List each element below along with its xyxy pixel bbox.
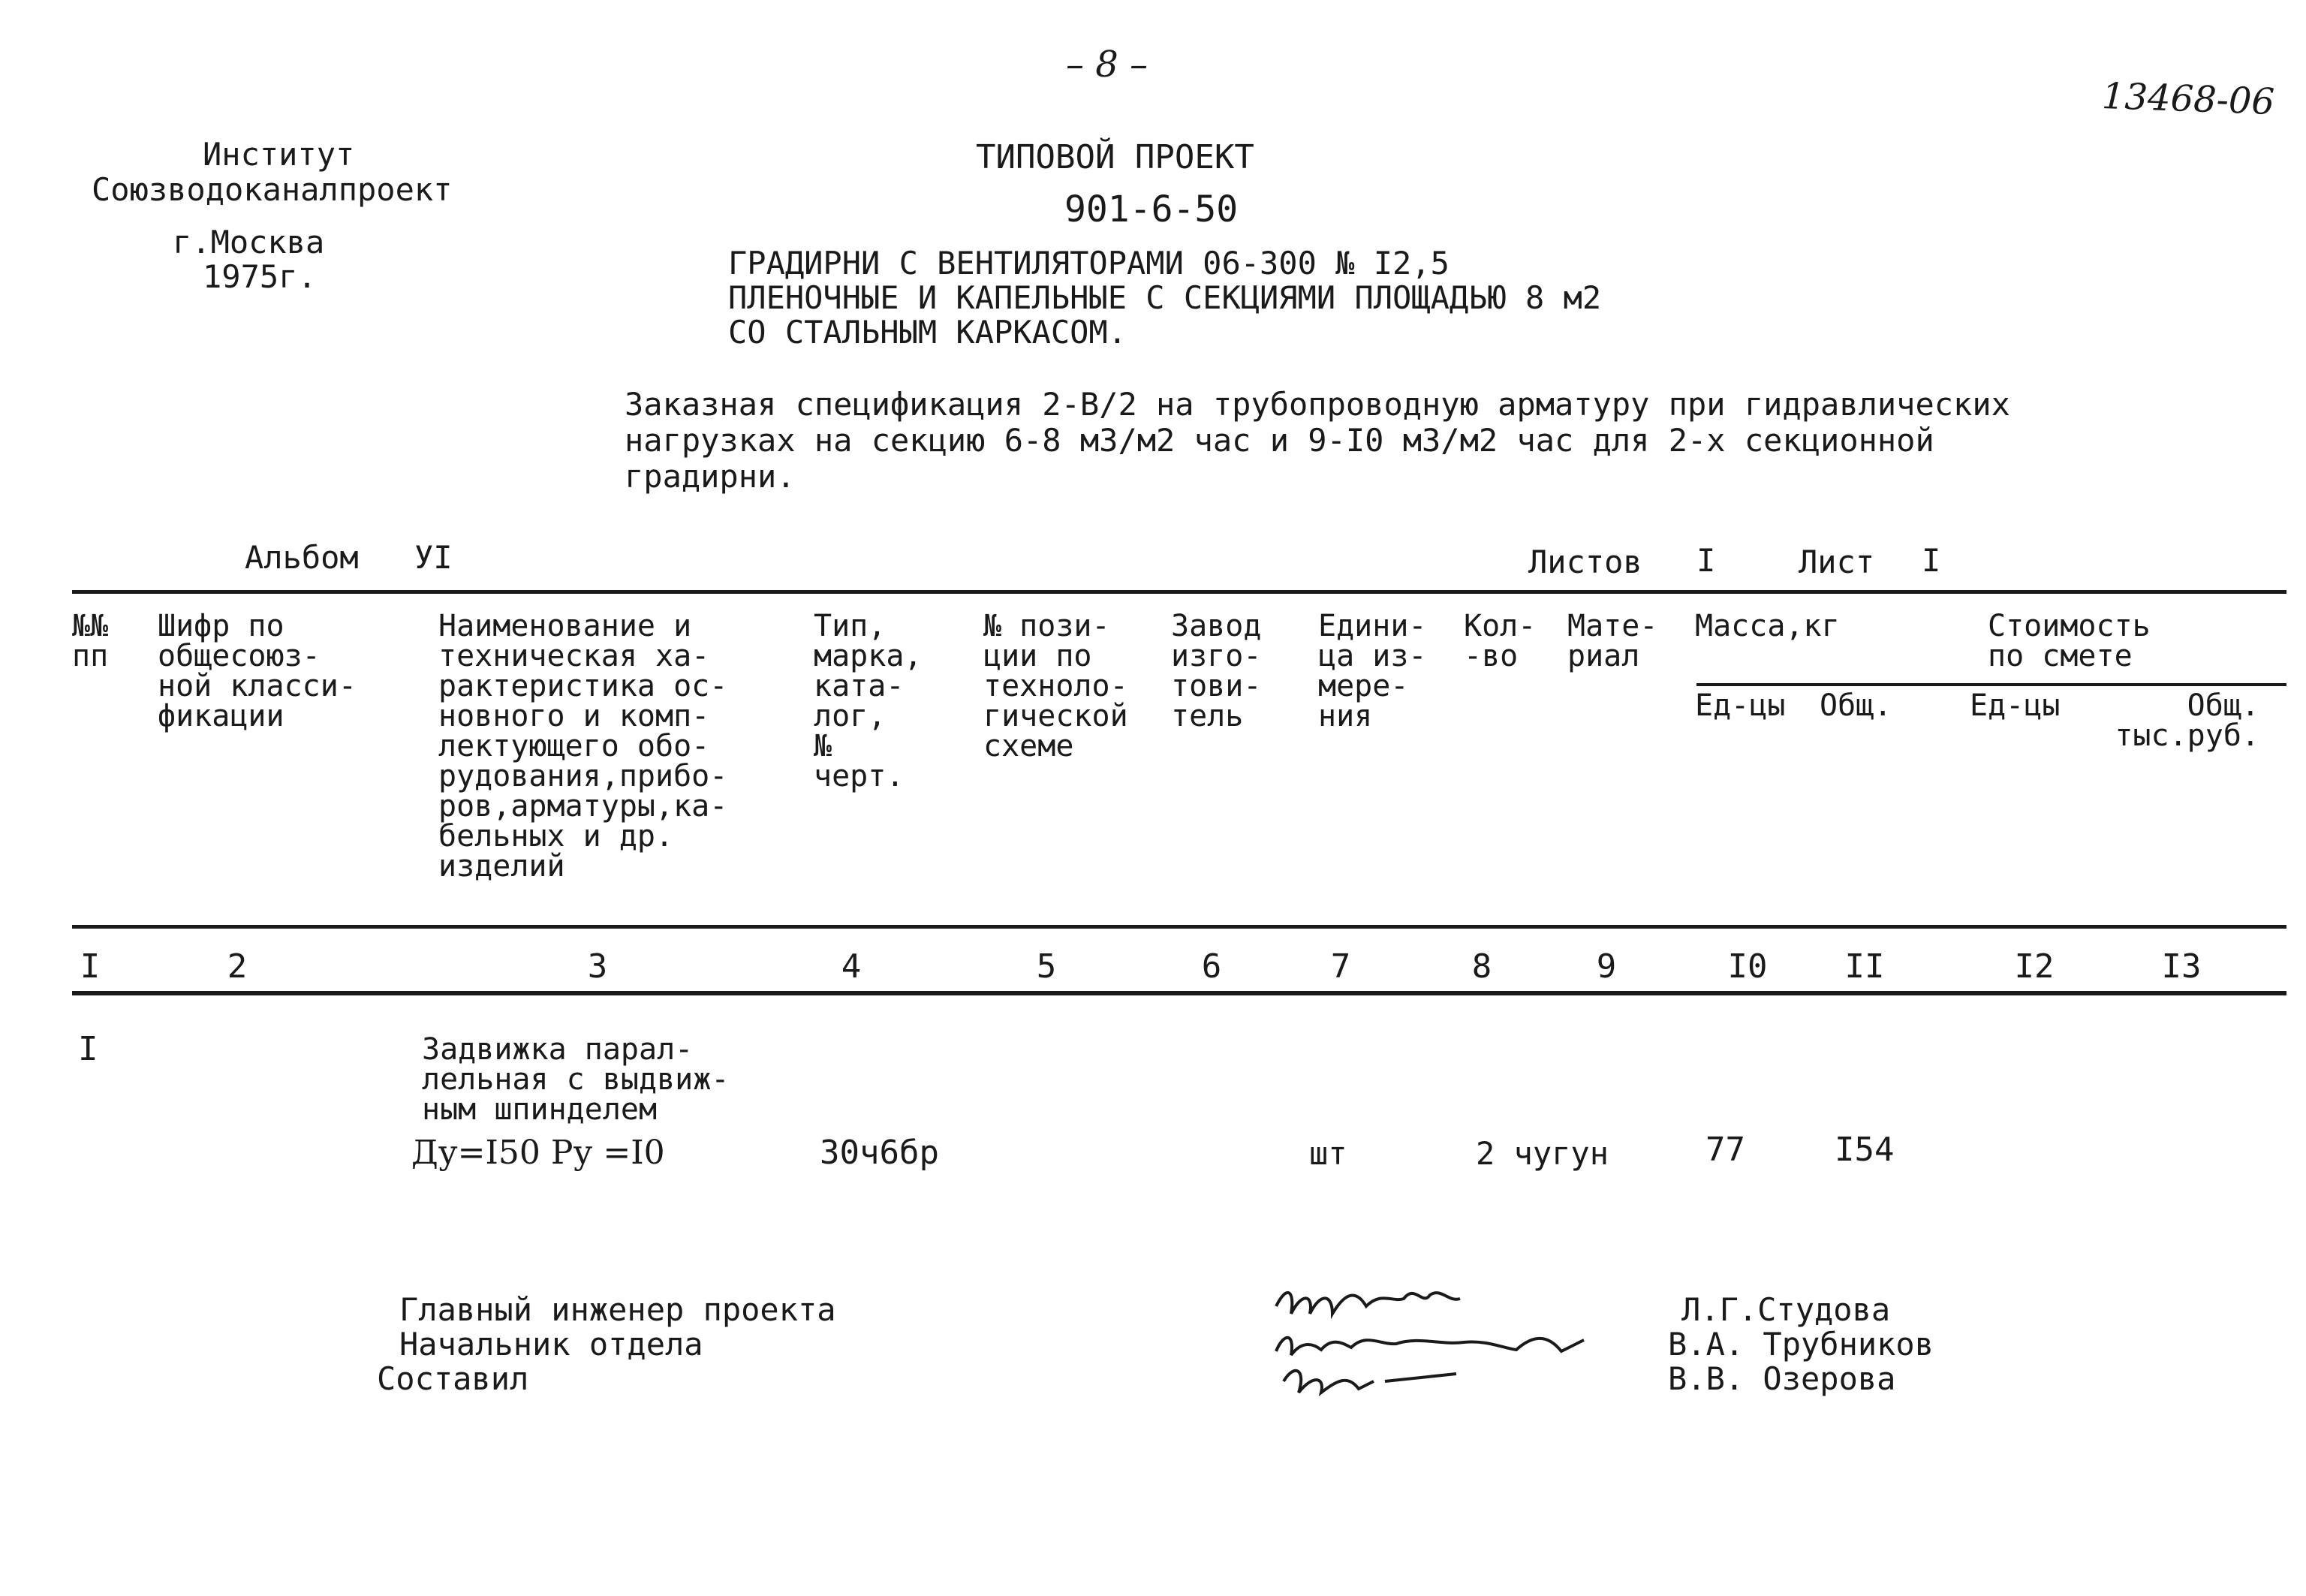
institute-label: Институт bbox=[203, 136, 355, 173]
sheets-value: I bbox=[1696, 542, 1716, 579]
column-number: 5 bbox=[1036, 947, 1057, 986]
handwritten-signatures bbox=[1261, 1261, 1651, 1411]
header-position: № пози- ции по техноло- гической схеме bbox=[983, 609, 1128, 763]
header-name: Наименование и техническая ха- рактеристика ос- новного и комп- лектующего обо- рудования,прибо- ров,арматуры,ка- бельных и др. изделий bbox=[438, 609, 728, 884]
header-quantity: Кол- -во bbox=[1464, 609, 1537, 673]
project-title-line2: ПЛЕНОЧНЫЕ И КАПЕЛЬНЫЕ С СЕКЦИЯМИ ПЛОЩАДЬЮ 8 м2 bbox=[728, 279, 1602, 316]
header-material: Мате- риал bbox=[1567, 609, 1658, 673]
signature-2 bbox=[1276, 1338, 1584, 1355]
sheet-label: Лист bbox=[1799, 544, 1875, 580]
institute-city: г.Москва bbox=[173, 224, 325, 260]
signature-3 bbox=[1284, 1371, 1456, 1393]
signature-name-studova: Л.Г.Студова bbox=[1681, 1291, 1891, 1328]
row1-type: 30ч6бр bbox=[820, 1134, 939, 1172]
header-number: №№ пп bbox=[72, 609, 109, 673]
project-code: 901-6-50 bbox=[1064, 188, 1239, 230]
album-label: Альбом bbox=[245, 539, 359, 576]
project-heading: ТИПОВОЙ ПРОЕКТ bbox=[976, 138, 1254, 176]
spec-line3: градирни. bbox=[625, 458, 796, 495]
signature-role-head-of-department: Начальник отдела bbox=[399, 1326, 703, 1363]
column-numbers-rule bbox=[72, 991, 2286, 995]
header-cost: Стоимость по смете bbox=[1988, 609, 2151, 673]
spec-line1: Заказная спецификация 2-В/2 на трубопроводную арматуру при гидравлических bbox=[625, 386, 2010, 423]
sheets-label: Листов bbox=[1528, 544, 1642, 580]
header-mass-unit: Ед-цы bbox=[1695, 688, 1786, 723]
page-number: – 8 – bbox=[1066, 44, 1148, 86]
row1-mass-total: I54 bbox=[1835, 1131, 1895, 1169]
row1-mass-unit: 77 bbox=[1705, 1131, 1745, 1169]
signature-name-trubnikov: В.А. Трубников bbox=[1668, 1326, 1934, 1363]
header-mass: Масса,кг bbox=[1695, 609, 1840, 643]
header-cost-total: Общ. тыс.руб. bbox=[2115, 688, 2259, 753]
project-title-line3: СО СТАЛЬНЫМ КАРКАСОМ. bbox=[728, 314, 1127, 351]
spec-line2: нагрузках на секцию 6-8 м3/м2 час и 9-I0 м3/м2 час для 2-х секционной bbox=[625, 422, 1934, 459]
album-value: УI bbox=[414, 539, 453, 576]
row1-name-spec bbox=[411, 1134, 665, 1172]
institute-year: 1975г. bbox=[203, 258, 317, 295]
row1-qty-material: 2 чугун bbox=[1476, 1135, 1609, 1172]
column-number: II bbox=[1844, 947, 1885, 986]
column-number: I2 bbox=[2014, 947, 2055, 986]
column-number: 6 bbox=[1201, 947, 1222, 986]
header-classification-code: Шифр по общесоюз- ной класси- фикации bbox=[158, 609, 357, 733]
column-number: 4 bbox=[841, 947, 862, 986]
sheet-value: I bbox=[1922, 542, 1941, 579]
table-top-rule bbox=[72, 590, 2286, 594]
signature-role-chief-engineer: Главный инженер проекта bbox=[399, 1291, 836, 1328]
column-number: 7 bbox=[1330, 947, 1351, 986]
signature-1 bbox=[1276, 1293, 1460, 1314]
row1-name: Задвижка парал- лельная с выдвиж- ным шпинделем bbox=[422, 1032, 730, 1127]
signature-role-compiled-by: Составил bbox=[377, 1360, 529, 1397]
column-number: 8 bbox=[1471, 947, 1492, 986]
project-title-line1: ГРАДИРНИ С ВЕНТИЛЯТОРАМИ 06-300 № I2,5 bbox=[728, 245, 1450, 282]
cost-subheader-rule bbox=[1696, 683, 2286, 686]
inventory-number: 13468-06 bbox=[2101, 75, 2275, 123]
institute-name: Союзводоканалпроект bbox=[92, 171, 453, 208]
header-unit: Едини- ца из- мере- ния bbox=[1318, 609, 1427, 733]
column-number: I0 bbox=[1727, 947, 1768, 986]
column-number: I3 bbox=[2161, 947, 2202, 986]
row1-unit: шт bbox=[1309, 1135, 1347, 1172]
header-mass-total: Общ. bbox=[1820, 688, 1892, 723]
column-number: 9 bbox=[1596, 947, 1617, 986]
table-header-rule bbox=[72, 925, 2286, 929]
header-manufacturer: Завод изго- тови- тель bbox=[1171, 609, 1262, 733]
signature-name-ozerova: В.В. Озерова bbox=[1668, 1360, 1896, 1397]
column-number: 2 bbox=[227, 947, 248, 986]
header-cost-unit: Ед-цы bbox=[1970, 688, 2061, 723]
column-number: I bbox=[80, 947, 101, 986]
row1-name-spec-text: Ду=I50 Ру =I0 bbox=[411, 1134, 665, 1172]
row1-number: I bbox=[78, 1030, 98, 1068]
column-number: 3 bbox=[587, 947, 608, 986]
header-type: Тип, марка, ката- лог, № черт. bbox=[814, 609, 923, 793]
